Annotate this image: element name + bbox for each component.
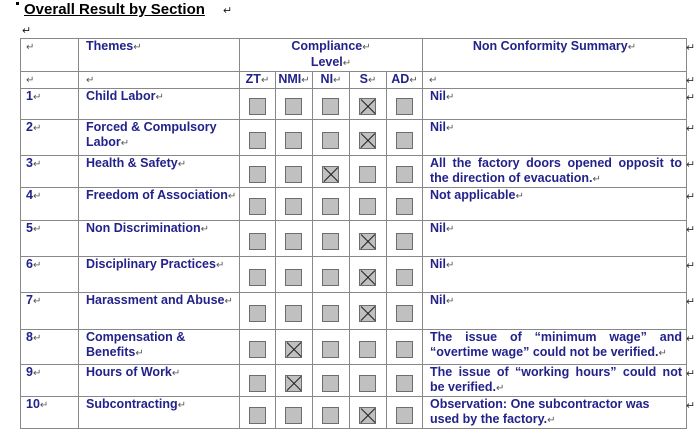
- checkbox[interactable]: [396, 305, 413, 322]
- row-theme: Child Labor↵: [79, 89, 240, 120]
- paragraph-mark: ↵: [686, 367, 695, 380]
- checkbox[interactable]: [322, 341, 339, 358]
- row-number: 6↵: [21, 257, 79, 293]
- compliance-cell: [350, 293, 387, 330]
- compliance-cell: [240, 120, 276, 156]
- compliance-cell: [276, 156, 313, 188]
- compliance-cell: [313, 293, 350, 330]
- checkbox[interactable]: [285, 98, 302, 115]
- compliance-cell: [387, 397, 423, 429]
- compliance-cell: [240, 293, 276, 330]
- checkbox[interactable]: [396, 166, 413, 183]
- compliance-cell: [313, 365, 350, 397]
- compliance-cell: [387, 221, 423, 257]
- compliance-cell: [387, 156, 423, 188]
- checked-checkbox[interactable]: [359, 98, 376, 115]
- compliance-cell: [313, 89, 350, 120]
- checked-checkbox[interactable]: [359, 305, 376, 322]
- checkbox[interactable]: [249, 98, 266, 115]
- compliance-cell: [387, 330, 423, 365]
- paragraph-mark: ↵: [686, 259, 695, 272]
- compliance-cell: [350, 188, 387, 221]
- compliance-cell: [240, 221, 276, 257]
- checkbox[interactable]: [285, 407, 302, 424]
- checked-checkbox[interactable]: [322, 166, 339, 183]
- table-row: [21, 120, 687, 156]
- checkbox[interactable]: [285, 305, 302, 322]
- checkbox[interactable]: [359, 198, 376, 215]
- checkbox[interactable]: [396, 233, 413, 250]
- level-header-zt: ZT↵: [240, 72, 276, 89]
- paragraph-mark: ↵: [686, 190, 695, 203]
- compliance-cell: [276, 120, 313, 156]
- row-number: 10↵: [21, 397, 79, 429]
- row-theme: Health & Safety↵: [79, 156, 240, 188]
- level-header-ad: AD↵: [387, 72, 423, 89]
- row-number: 7↵: [21, 293, 79, 330]
- compliance-cell: [240, 156, 276, 188]
- paragraph-mark: ↵: [686, 223, 695, 236]
- row-summary: All the factory doors opened opposit to the direction of evacuation.↵: [423, 156, 687, 188]
- checkbox[interactable]: [285, 233, 302, 250]
- paragraph-mark: ↵: [22, 25, 32, 37]
- row-summary: Nil↵: [423, 257, 687, 293]
- compliance-cell: [240, 330, 276, 365]
- header-number-cell: ↵: [21, 39, 79, 72]
- checkbox[interactable]: [322, 132, 339, 149]
- checkbox[interactable]: [322, 198, 339, 215]
- paragraph-mark: ↵: [223, 5, 233, 17]
- checkbox[interactable]: [322, 269, 339, 286]
- compliance-cell: [350, 89, 387, 120]
- row-number: 1↵: [21, 89, 79, 120]
- compliance-cell: [350, 257, 387, 293]
- compliance-cell: [350, 365, 387, 397]
- compliance-cell: [276, 365, 313, 397]
- row-theme: Hours of Work↵: [79, 365, 240, 397]
- table-row: [21, 156, 687, 188]
- compliance-cell: [313, 221, 350, 257]
- header-summary: Non Conformity Summary↵: [423, 39, 687, 72]
- checked-checkbox[interactable]: [359, 407, 376, 424]
- compliance-cell: [387, 257, 423, 293]
- row-theme: Compensation & Benefits↵: [79, 330, 240, 365]
- checkbox[interactable]: [249, 166, 266, 183]
- row-number: 3↵: [21, 156, 79, 188]
- checkbox[interactable]: [249, 269, 266, 286]
- checkbox[interactable]: [249, 198, 266, 215]
- checkbox[interactable]: [285, 132, 302, 149]
- header-row: [21, 39, 687, 72]
- compliance-cell: [350, 221, 387, 257]
- checkbox[interactable]: [396, 98, 413, 115]
- compliance-cell: [313, 188, 350, 221]
- checkbox[interactable]: [249, 233, 266, 250]
- checked-checkbox[interactable]: [285, 375, 302, 392]
- table-row: [21, 330, 687, 365]
- paragraph-mark: ↵: [686, 399, 695, 412]
- table-row: [21, 257, 687, 293]
- row-summary: Nil↵: [423, 221, 687, 257]
- compliance-cell: [276, 188, 313, 221]
- compliance-cell: [240, 89, 276, 120]
- compliance-cell: [240, 188, 276, 221]
- paragraph-mark: ↵: [686, 158, 695, 171]
- checkbox[interactable]: [285, 198, 302, 215]
- table-row: [21, 89, 687, 120]
- level-header-s: S↵: [350, 72, 387, 89]
- checkbox[interactable]: [359, 375, 376, 392]
- level-header-nmi: NMI↵: [276, 72, 313, 89]
- checkbox[interactable]: [396, 198, 413, 215]
- row-theme: Disciplinary Practices↵: [79, 257, 240, 293]
- compliance-cell: [276, 89, 313, 120]
- checkbox[interactable]: [249, 132, 266, 149]
- subheader-blank: ↵: [423, 72, 687, 89]
- checkbox[interactable]: [249, 305, 266, 322]
- results-table: [20, 38, 687, 429]
- compliance-cell: [387, 89, 423, 120]
- checkbox[interactable]: [359, 166, 376, 183]
- compliance-cell: [276, 330, 313, 365]
- row-number: 4↵: [21, 188, 79, 221]
- header-compliance: Compliance↵ Level↵: [240, 39, 423, 72]
- checkbox[interactable]: [322, 98, 339, 115]
- subheader-blank: ↵: [21, 72, 79, 89]
- checkbox[interactable]: [322, 375, 339, 392]
- compliance-cell: [313, 156, 350, 188]
- checkbox[interactable]: [396, 269, 413, 286]
- row-summary: Not applicable↵: [423, 188, 687, 221]
- checkbox[interactable]: [396, 407, 413, 424]
- table-row: [21, 365, 687, 397]
- page-title: Overall Result by Section: [24, 1, 205, 18]
- checkbox[interactable]: [396, 132, 413, 149]
- checkbox[interactable]: [322, 305, 339, 322]
- compliance-cell: [240, 397, 276, 429]
- row-number: 8↵: [21, 330, 79, 365]
- compliance-cell: [313, 257, 350, 293]
- checkbox[interactable]: [396, 341, 413, 358]
- row-theme: Harassment and Abuse↵: [79, 293, 240, 330]
- table-row: [21, 293, 687, 330]
- checkbox[interactable]: [249, 375, 266, 392]
- checkbox[interactable]: [396, 375, 413, 392]
- paragraph-mark: ↵: [686, 74, 695, 87]
- paragraph-mark: ↵: [686, 332, 695, 345]
- row-summary: The issue of “working hours” could not be verified.↵: [423, 365, 687, 397]
- table-row: [21, 188, 687, 221]
- row-number: 2↵: [21, 120, 79, 156]
- compliance-cell: [387, 293, 423, 330]
- compliance-cell: [276, 257, 313, 293]
- paragraph-mark: ↵: [686, 122, 695, 135]
- row-number: 5↵: [21, 221, 79, 257]
- compliance-cell: [350, 397, 387, 429]
- compliance-cell: [350, 156, 387, 188]
- level-header-ni: NI↵: [313, 72, 350, 89]
- checkbox[interactable]: [285, 166, 302, 183]
- row-summary: Nil↵: [423, 120, 687, 156]
- row-theme: Non Discrimination↵: [79, 221, 240, 257]
- paragraph-mark: ↵: [686, 91, 695, 104]
- row-theme: Subcontracting↵: [79, 397, 240, 429]
- compliance-cell: [313, 120, 350, 156]
- row-number: 9↵: [21, 365, 79, 397]
- checkbox[interactable]: [359, 341, 376, 358]
- checkbox[interactable]: [322, 233, 339, 250]
- compliance-cell: [276, 221, 313, 257]
- header-themes: Themes↵: [79, 39, 240, 72]
- row-summary: The issue of “minimum wage” and “overtime wage” could not be verified.↵: [423, 330, 687, 365]
- compliance-cell: [350, 330, 387, 365]
- compliance-cell: [387, 188, 423, 221]
- checkbox[interactable]: [285, 269, 302, 286]
- checkbox[interactable]: [249, 407, 266, 424]
- title-bullet: [16, 2, 19, 5]
- compliance-cell: [387, 365, 423, 397]
- row-summary: Nil↵: [423, 89, 687, 120]
- table-row: [21, 221, 687, 257]
- table-row: [21, 397, 687, 429]
- compliance-cell: [313, 397, 350, 429]
- compliance-cell: [350, 120, 387, 156]
- checked-checkbox[interactable]: [359, 269, 376, 286]
- checked-checkbox[interactable]: [359, 132, 376, 149]
- compliance-cell: [240, 257, 276, 293]
- checkbox[interactable]: [249, 341, 266, 358]
- row-theme: Freedom of Association↵: [79, 188, 240, 221]
- compliance-cell: [276, 397, 313, 429]
- checked-checkbox[interactable]: [359, 233, 376, 250]
- compliance-cell: [387, 120, 423, 156]
- compliance-cell: [313, 330, 350, 365]
- checkbox[interactable]: [322, 407, 339, 424]
- compliance-cell: [276, 293, 313, 330]
- subheader-blank: ↵: [79, 72, 240, 89]
- checked-checkbox[interactable]: [285, 341, 302, 358]
- paragraph-mark: ↵: [686, 295, 695, 308]
- compliance-cell: [240, 365, 276, 397]
- row-theme: Forced & Compulsory Labor↵: [79, 120, 240, 156]
- paragraph-mark: ↵: [686, 41, 695, 54]
- row-summary: Nil↵: [423, 293, 687, 330]
- row-summary: Observation: One subcontractor was used by the factory.↵: [423, 397, 687, 429]
- subheader-row: [21, 72, 687, 89]
